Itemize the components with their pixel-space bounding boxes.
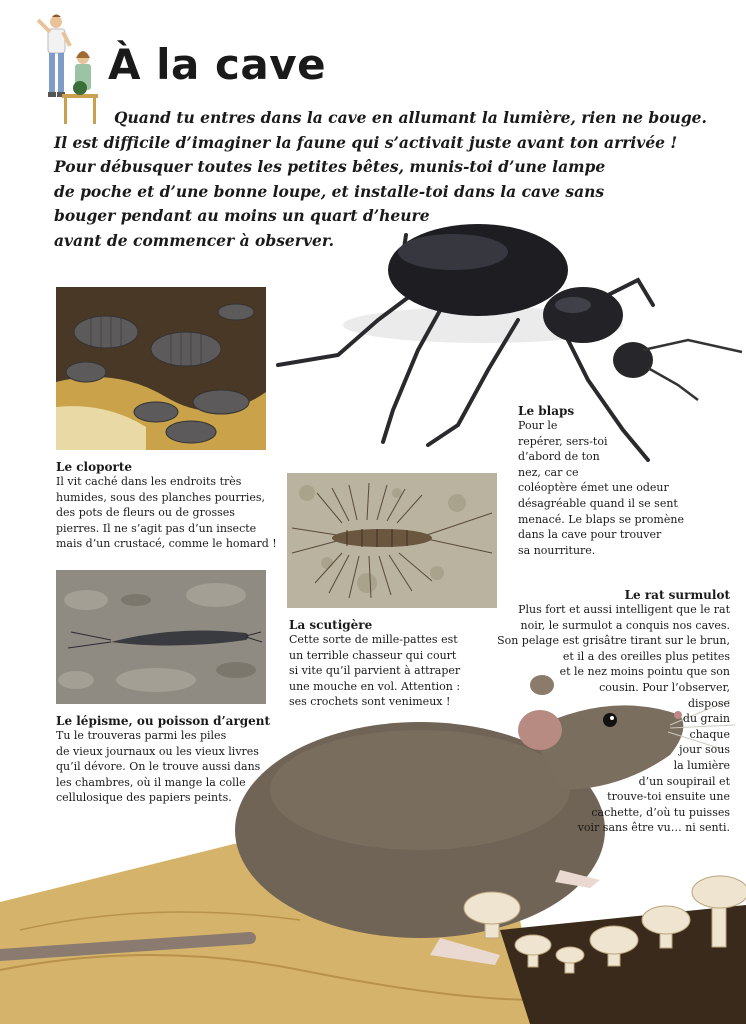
rat-title: Le rat surmulot [624, 588, 730, 602]
rat-line: la lumière [673, 758, 730, 772]
rat-line: d’un soupirail et [638, 774, 730, 788]
lepisme-line: qu’il dévore. On le trouve aussi dans [56, 760, 261, 774]
rat-line: noir, le surmulot a conquis nos caves. [520, 618, 730, 632]
cloporte-line: des pots de fleurs ou de grosses [56, 506, 235, 520]
blaps-line: sa nourriture. [518, 543, 596, 557]
lepisme-line: Tu le trouveras parmi les piles [56, 729, 227, 742]
rat-line: cachette, d’où tu puisses [591, 805, 730, 819]
rat-line: Plus fort et aussi intelligent que le rat [518, 603, 730, 616]
blaps-line: coléoptère émet une odeur [518, 481, 669, 495]
blaps-line: Pour le [518, 419, 558, 432]
lepisme-title: Le lépisme, ou poisson d’argent [56, 714, 271, 728]
rat-line: du grain [682, 712, 730, 726]
cloporte-caption [56, 460, 277, 552]
blaps-line: repérer, sers-toi [518, 434, 608, 448]
cloporte-title: Le cloporte [56, 460, 133, 474]
intro-line: bouger pendant au moins un quart d’heure [54, 206, 430, 225]
scutigere-line: si vite qu’il parvient à attraper [289, 664, 461, 678]
rat-line: chaque [689, 727, 730, 741]
blaps-title: Le blaps [518, 404, 575, 418]
blaps-line: menacé. Le blaps se promène [518, 512, 684, 526]
cloporte-photo [56, 287, 266, 450]
rat-line: cousin. Pour l’observer, [599, 680, 730, 694]
intro-line: Quand tu entres dans la cave en allumant la lumière, rien ne bouge. [114, 108, 707, 127]
cloporte-line: mais d’un crustacé, comme le homard ! [56, 537, 277, 551]
blaps-caption [518, 404, 684, 558]
cloporte-line: Il vit caché dans les endroits très [56, 475, 242, 488]
rat-caption [497, 588, 730, 836]
cloporte-line: humides, sous des planches pourries, [56, 490, 266, 504]
intro-line: avant de commencer à observer. [54, 230, 334, 250]
blaps-line: dans la cave pour trouver [518, 528, 662, 542]
rat-line: dispose [687, 696, 730, 710]
rat-line: et il a des oreilles plus petites [562, 649, 730, 663]
blaps-line: désagréable quand il se sent [518, 496, 678, 510]
rat-line: trouve-toi ensuite une [607, 790, 730, 804]
intro-line: Il est difficile d’imaginer la faune qui s’activait juste avant ton arrivée ! [54, 132, 678, 152]
intro-line: de poche et d’une bonne loupe, et installe-toi dans la cave sans [54, 181, 605, 201]
scutigere-line: Cette sorte de mille-pattes est [289, 633, 458, 646]
rat-line: voir sans être vu… ni senti. [577, 821, 730, 835]
scutigere-line: ses crochets sont venimeux ! [289, 695, 451, 709]
scutigere-line: un terrible chasseur qui court [289, 648, 457, 662]
lepisme-line: de vieux journaux ou les vieux livres [56, 744, 259, 758]
rat-line: Son pelage est grisâtre tirant sur le brun, [497, 634, 730, 648]
page-title: À la cave [108, 40, 327, 89]
rat-line: et le nez moins pointu que son [559, 665, 730, 679]
cloporte-line: pierres. Il ne s’agit pas d’un insecte [56, 521, 257, 535]
scutigere-photo [287, 473, 497, 608]
lepisme-line: les chambres, où il mange la colle [56, 775, 246, 789]
rat-line: jour sous [679, 743, 730, 757]
scutigere-title: La scutigère [289, 618, 373, 632]
blaps-line: d’abord de ton [518, 450, 600, 464]
blaps-line: nez, car ce [518, 465, 579, 479]
lepisme-line: cellulosique des papiers peints. [56, 791, 232, 805]
intro-line: Pour débusquer toutes les petites bêtes, munis-toi d’une lampe [54, 157, 606, 176]
scutigere-line: une mouche en vol. Attention : [289, 679, 461, 693]
